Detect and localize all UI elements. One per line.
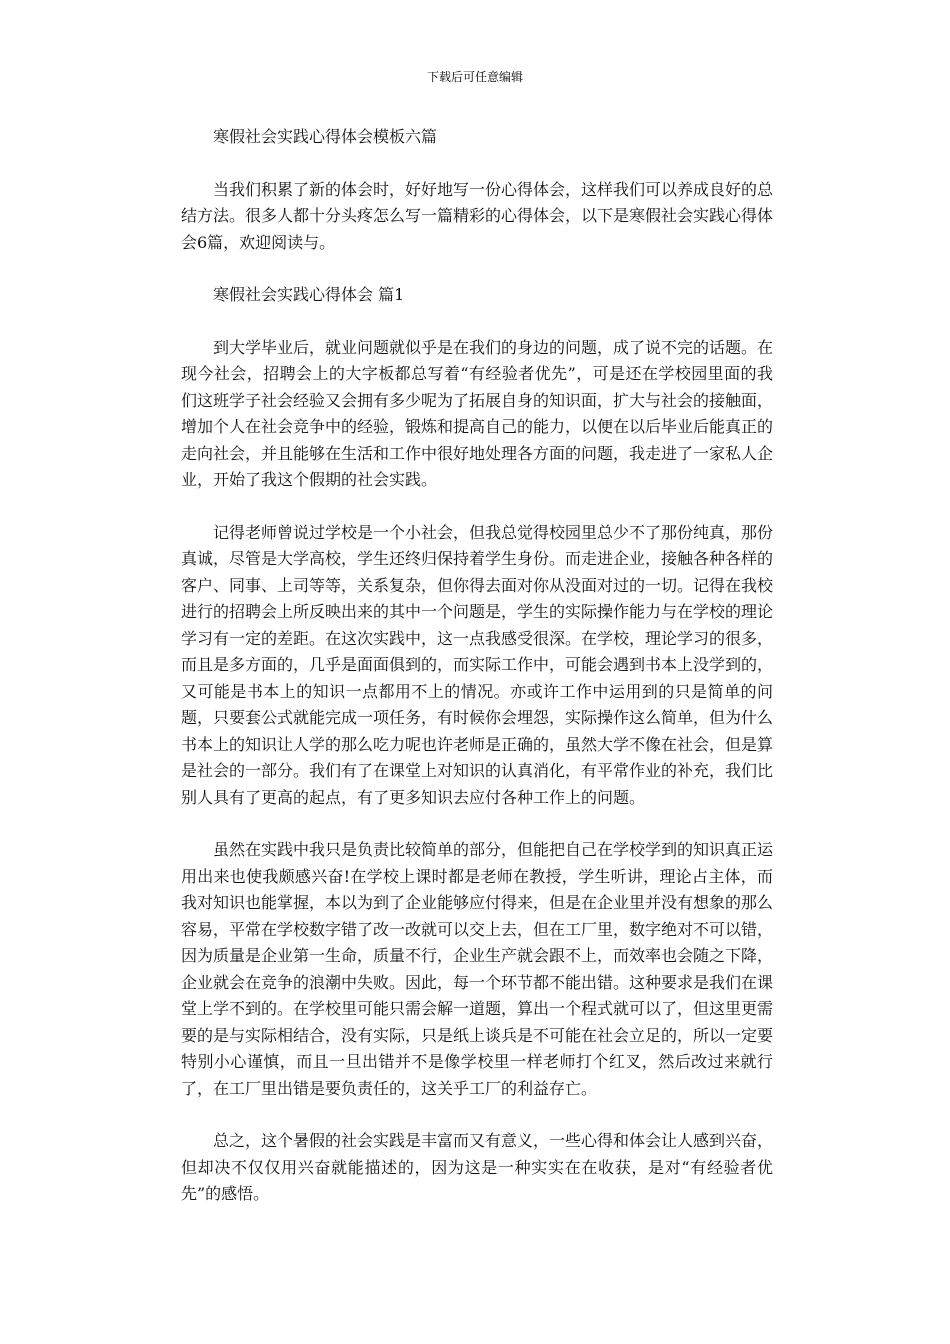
spacer <box>181 309 773 335</box>
body-paragraph: 虽然在实践中我只是负责比较简单的部分，但能把自己在学校学到的知识真正运用出来也使我颇感兴奋!在学校上课时都是老师在教授，学生听讲，理论占主体，而我对知识也能掌握，本以为到了企业能够应付得来，但是在企业里并没有想象的那么容易，平常在学校数字错了改一改就可以交上去，但在工厂里，数字绝对不可以错，因为质量是企业第一生命，质量不行，企业生产就会跟不上，而效率也会随之下降，企业就会在竞争的浪潮中失败。因此，每一个环节都不能出错。这种要求是我们在课堂上学不到的。在学校里可能只需会解一道题，算出一个程式就可以了，但这里更需要的是与实际相结合，没有实际，只是纸上谈兵是不可能在社会立足的，所以一定要特别小心谨慎，而且一旦出错并不是像学校里一样老师打个红叉，然后改过来就行了，在工厂里出错是要负责任的，这关乎工厂的利益存亡。 <box>181 840 774 1098</box>
body-paragraph: 记得老师曾说过学校是一个小社会，但我总觉得校园里总少不了那份纯真，那份真诚，尽管是大学高校，学生还终归保持着学生身份。而走进企业，接触各种各样的客户、同事、上司等等，关系复杂，但你得去面对你从没面对过的一切。记得在我校进行的招聘会上所反映出来的其中一个问题是，学生的实际操作能力与在学校的理论学习有一定的差距。在这次实践中，这一点我感受很深。在学校，理论学习的很多，而且是多方面的，几乎是面面俱到的，而实际工作中，可能会遇到书本上没学到的，又可能是书本上的知识一点都用不上的情况。亦或许工作中运用到的只是简单的问题，只要套公式就能完成一项任务，有时候你会埋怨，实际操作这么简单，但为什么书本上的知识让人学的那么吃力呢也许老师是正确的，虽然大学不像在社会，但是算是社会的一部分。我们有了在课堂上对知识的认真消化，有平常作业的补充，我们比别人具有了更高的起点，有了更多知识去应付各种工作上的问题。 <box>181 522 774 807</box>
section-title: 寒假社会实践心得体会 篇1 <box>213 285 405 304</box>
spacer <box>181 256 773 282</box>
document-title: 寒假社会实践心得体会模板六篇 <box>213 127 438 146</box>
body-paragraph: 到大学毕业后，就业问题就似乎是在我们的身边的问题，成了说不完的话题。在现今社会，招聘会上的大字板都总写着“有经验者优先”，可是还在学校园里面的我们这班学子社会经验又会拥有多少呢为了拓展自身的知识面，扩大与社会的接触面，增加个人在社会竞争中的经验，锻炼和提高自己的能力，以便在以后毕业后能真正的走向社会，并且能够在生活和工作中很好地处理各方面的问题，我走进了一家私人企业，开始了我这个假期的社会实践。 <box>181 337 774 489</box>
body-paragraph: 总之，这个暑假的社会实践是丰富而又有意义，一些心得和体会让人感到兴奋，但却决不仅仅用兴奋就能描述的，因为这是一种实实在在收获，是对“有经验者优先”的感悟。 <box>181 1131 774 1203</box>
spacer <box>181 811 773 837</box>
spacer <box>181 1102 773 1128</box>
spacer <box>181 494 773 520</box>
document-body <box>181 124 773 1208</box>
spacer <box>181 151 773 177</box>
intro-paragraph: 当我们积累了新的体会时，好好地写一份心得体会，这样我们可以养成良好的总结方法。很多人都十分头疼怎么写一篇精彩的心得体会，以下是寒假社会实践心得体会6篇，欢迎阅读与。 <box>181 179 774 252</box>
page-header: 下载后可任意编辑 <box>426 70 523 84</box>
